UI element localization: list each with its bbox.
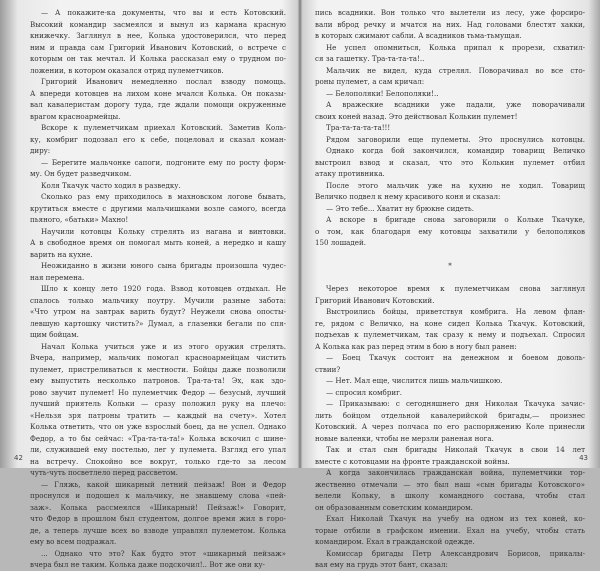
text-line: Вчера, например, мальчик помогал красноармейцам чистить	[30, 353, 286, 362]
text-line: пулемет, пристреливаться к местности. Бойцы даже позволили	[30, 364, 286, 374]
text-line: крутиться вместе с другими мальчишками возле самого, всегда	[30, 203, 286, 213]
text-line: Комиссар бригады Петр Александрович Борисов, прикалы-	[326, 548, 585, 558]
text-line: «Нельзя зря патроны тратить — каждый на счету». Хотел	[30, 410, 286, 420]
text-line: Однако когда бой закончился, командир товарищ Величко	[326, 146, 585, 155]
text-line: Шло к концу лето 1920 года. Взвод котовцев отдыхал. Не	[41, 284, 286, 293]
text-line: выстроил взвод и сказал, что это Колькин пулемет отбил	[315, 157, 585, 167]
text-line: что Федор в прошлом был студентом, долгое время жил в горо-	[30, 514, 286, 523]
text-line: ложении, в котором оказался отряд пулеметчиков.	[30, 65, 224, 75]
text-line: рово звучит пулемет! Но пулеметчик Федор — безусый, лучший	[30, 387, 286, 397]
text-line: ствии?	[315, 364, 341, 374]
text-line: Выстроились бойцы, приветствуя комбрига. На левом флан-	[326, 307, 585, 316]
text-line: ся за гашетку. Тра-та-та-та!..	[315, 54, 425, 63]
text-line: му. Он будет разведчиком.	[30, 169, 132, 178]
text-line: ему во всем подражал.	[30, 537, 117, 546]
text-line: ... Однако что это? Как будто этот «шикарный пейзаж»	[41, 548, 286, 558]
text-line: пьяного, «батьки» Махно!	[30, 215, 129, 224]
text-line: — спросил комбриг.	[326, 387, 403, 397]
text-line: вчера был не таким. Колька даже подскочил!.. Вот же они ку-	[30, 560, 265, 569]
text-line: — Нет. Мал еще, числится лишь мальчишкою.	[326, 376, 503, 385]
text-line: Через некоторое время к пулеметчикам снова заглянул	[326, 284, 585, 293]
text-line: пись всадники. Вон только что вылетели из лесу, уже форсиро-	[315, 8, 585, 17]
text-line: — Гляжь, какой шикарный летний пейзаж! Вон и Федор	[41, 479, 286, 489]
text-line: вали вброд речку и мчатся на них. Над головами блестят хакки,	[315, 19, 585, 29]
text-line: *	[448, 261, 452, 270]
text-line: Не успел опомниться, Колька припал к прорези, схватил-	[326, 42, 585, 52]
text-line: на встречу. Спокойно все вокруг, только где-то за лесом	[30, 456, 286, 466]
text-line: подъехав к пулеметчикам, так сразу к нему и подъехал. Спросил	[315, 330, 585, 339]
text-line: Сколько раз ему приходилось в махновском логове бывать,	[41, 192, 286, 201]
text-line: торые отбили в графском имении. Ехал на учебу, чтобы стать	[315, 525, 585, 535]
text-line: Григорий Иванович немедленно послал взводу помощь.	[41, 77, 286, 86]
text-line: Коля Ткачук часто ходил в разведку.	[41, 180, 181, 190]
text-line: — Боец Ткачук состоит на денежном и боевом доволь-	[326, 353, 585, 362]
text-line: варить на кухне.	[30, 249, 93, 259]
text-line: — Белополяки! Белополяки!..	[326, 88, 439, 98]
text-line: чуть-чуть посветлело перед рассветом.	[30, 468, 178, 477]
text-line: 150 лошадей.	[315, 238, 366, 247]
text-line: книжечку. Заглянул в нее, Колька удостоверился, что перед	[30, 31, 286, 40]
text-line: атаку противника.	[315, 169, 385, 178]
text-line: Григорий Иванович Котовский.	[315, 295, 435, 305]
text-line: щим бойцам.	[30, 330, 79, 339]
text-line: вал кавалеристам дорогу туда, где ждали помощи окруженные	[30, 100, 286, 109]
text-line: Тра-та-та-та-та!!!	[326, 123, 391, 132]
right-page	[301, 0, 600, 569]
text-line: А в свободное время он помогал мыть коней, а нередко и кашу	[30, 238, 286, 247]
text-line: жественно отмечали — это был наш «сын бригады Котовского»	[315, 479, 585, 489]
text-line: своих коней назад. Это действовал Колькин пулемет!	[315, 111, 518, 121]
text-line: «Что утром на завтрак варить будут? Неужели снова опосты-	[30, 307, 286, 316]
text-line: он образованным советским командиром.	[315, 502, 473, 512]
text-line: новые валенки, чтобы не мерзли раненая нога.	[315, 433, 494, 443]
text-line: После этого мальчик уже на кухню не ходил. Товарищ	[326, 180, 585, 190]
text-line: ли, служившей ему постелью, лег у пулемета. Взгляд его упал	[30, 445, 286, 454]
left-page	[0, 0, 299, 569]
text-line: ная перемена.	[30, 272, 85, 282]
text-line: Колька ответить, что он уже взрослый боец, да не успел. Однако	[30, 422, 286, 431]
text-line: командиром. Ехал в гражданской одежде.	[315, 537, 475, 546]
text-line: Вскоре к пулеметчикам приехал Котовский. Заметив Коль-	[41, 123, 286, 132]
text-line: А вскоре в бригаде снова заговорили о Кольке Ткачуке,	[326, 215, 585, 224]
text-line: в которых сжимают сабли. А всадников тьма-тьмущая.	[315, 31, 522, 40]
text-line: А впереди котовцев на лихом коне мчался Колька. Он показы-	[30, 88, 286, 98]
text-line: лить бойцом отдельной кавалерийской бригады,— произнес	[315, 410, 585, 420]
text-line: о том, как благодаря ему котовцы захватили у белополяков	[315, 226, 585, 236]
left-text-column	[30, 7, 286, 569]
text-line: — Берегите мальчонке сапоги, подгоните ему по росту форм-	[41, 157, 286, 167]
text-line: А вражеские всадники уже падали, уже поворачивали	[326, 100, 585, 109]
text-line: Начал Колька учиться уже и из этого оружия стрелять.	[41, 341, 286, 351]
text-line: Федор, а то бы сейчас: «Тра-та-та-та!» Колька вскочил с шине-	[30, 433, 286, 443]
text-line: Неожиданно в жизни юного сына бригады произошла чудес-	[41, 261, 286, 270]
text-line: Так и стал сын бригады Николай Ткачук в свои 14 лет	[326, 445, 585, 454]
text-line: Мальчик не видел, куда стрелял. Поворачивал во все сто-	[326, 65, 585, 75]
right-page-number: 43	[579, 454, 588, 462]
text-line: которым он так мечтал. И Колька рассказал ему о трудном по-	[30, 54, 286, 63]
text-line: ним и правда сам Григорий Иванович Котовский, о встрече с	[30, 42, 286, 52]
text-line: роны пулемет, а сам кричал:	[315, 77, 425, 86]
text-line: ку, комбриг подозвал его к себе, поцеловал и сказал коман-	[30, 134, 286, 144]
text-line: заж». Колька рассмеялся «Шикарный! Пейзаж!» Говорит,	[30, 502, 286, 512]
text-line: вая ему на грудь этот бант, сказал:	[315, 560, 448, 569]
text-line: Научили котовцы Кольку стрелять из нагана и винтовки.	[41, 226, 286, 236]
text-line: Величко подвел к нему красивого коня и сказал:	[315, 192, 501, 201]
text-line: де, а теперь лучше всех во взводе управлял пулеметом. Колька	[30, 525, 286, 535]
text-line: вместе с котовцами на фронте гражданской войны.	[315, 456, 510, 466]
text-line: — А покажите-ка документы, что вы и есть Котовский.	[41, 8, 286, 17]
text-line: ему выпустить несколько патронов. Тра-та-та! Эх, как здо-	[30, 376, 286, 385]
text-line: диру:	[30, 146, 51, 155]
text-line: Высокий командир засмеялся и вынул из кармана красную	[30, 19, 286, 29]
text-line: А Колька как раз перед этим в бою в ногу был ранен:	[315, 341, 517, 351]
text-line: лучший приятель Кольки — сразу положил руку на плечо:	[30, 399, 286, 408]
text-line: врагом красноармейцы.	[30, 111, 121, 121]
text-line: ге, рядом с Величко, на коне сидел Колька Ткачук. Котовский,	[315, 318, 585, 328]
text-line: А когда закончилась гражданская война, пулеметчики тор-	[326, 468, 585, 477]
left-page-number: 42	[14, 454, 23, 462]
text-line: левшую картошку чистить?» Думал, а глазенки бегали по спя-	[30, 318, 286, 328]
text-line: — Это тебе... Хватит ну брюкне сидеть.	[326, 203, 475, 213]
text-line: Ехал Николай Ткачук на учебу на одном из тех коней, ко-	[326, 514, 585, 523]
text-line: проснулся и подошел к мальчику, не знавшему слова «пей-	[30, 491, 286, 500]
text-line: спалось только мальчику поутру. Мучили разные забота:	[30, 295, 286, 305]
text-line: Рядом заговорили еще пулеметы. Это проснулись котовцы.	[326, 134, 585, 144]
text-line	[315, 249, 585, 261]
text-line: — Приказываю: с сегодняшнего дня Николая Ткачука зачис-	[326, 399, 585, 408]
text-line: велели Кольку, в школу командного состава, чтобы стал	[315, 491, 585, 500]
text-line: Котовский. А через полчаса по его распоряжению Коле принесли	[315, 422, 585, 431]
text-line	[315, 272, 585, 284]
